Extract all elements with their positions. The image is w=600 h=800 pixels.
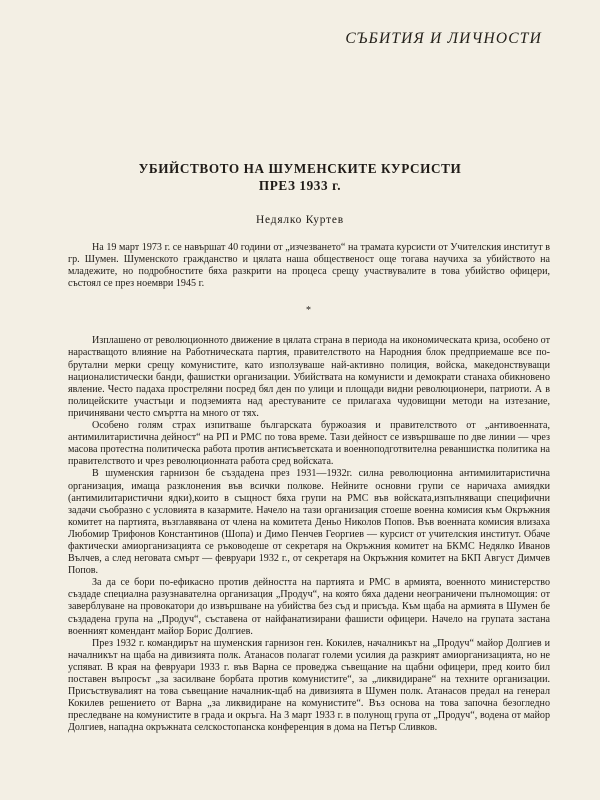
- intro-paragraph: На 19 март 1973 г. се навършат 40 години от „изчезването“ на трамата курсисти от Учителския институт в гр. Шумен. Шуменското гражданство и цялата наша общественост още тогава научиха за убийството на младежите, но подробностите бяха разкрити на процеса срещу участвувалите в това убийство офицери, състоял се през ноември 1945 г.: [68, 242, 550, 290]
- article-title-year: ПРЕЗ 1933 г.: [258, 178, 342, 193]
- article-author: Недялко Куртев: [256, 214, 344, 226]
- body-paragraph: В шуменския гарнизон бе създадена през 1931—1932г. силна революционна антимилитаристична организация, имаща разклонения във всички полкове. Нейните основни групи се наричаха амиядки (антимилитаристични ядки),които в същност бяха групи на РМС във войската,изпълняващи специфични задачи съобразно с условията в казармите. Начело на тази организация стоеше военна комисия към Окръжния комитет на партията, възглавявана от члена на комитета Деньо Николов Попов. Във военната комисия влизаха Любомир Трифонов Константинов (Шопа) и Димо Пенчев Георгиев — курсист от учителския институт. Обаче фактически амиорганизацията се ръководеше от секретаря на Окръжния комитет на БКМС Недялко Иванов Вълчев, а след неговата смърт — февруари 1932 г., от секретаря на Окръжния комитет на БКП Август Димчев Попов.: [68, 468, 550, 577]
- body-paragraph: За да се бори по-ефикасно против дейността на партията и РМС в армията, военното министерство създаде специална разузнавателна организация „Продуч“, на която бяха дадени неограничени пълномощия: от заверблуване на провокатори до извършване на убийства без съд и присъда. Към щаба на армията в Шумен бе създадена група на „Продуч“, съставена от найфанатизирани фашисти офицери. Начело на групата застана военният комендант майор Борис Долгиев.: [68, 577, 550, 637]
- body-paragraph: Изплашено от революционното движение в цялата страна в периода на икономическата криза, особено от нарастващото влияние на Работническата партия, правителството на Народния блок предприемаше все по-брутални мерки срещу комунистите, като използуваше най-активно полиция, войска, македонствуващи националистически банди, фашистки организации. Убийствата на комунисти и демократи станаха обикновено явление. Често падаха простреляни посред бял ден по улици и площади видни революционери, патриоти. А в полицейските участъци и подземията над арестуваните се прилагаха чудовищни методи на изтезание, причинявани често смъртта на много от тях.: [68, 335, 550, 419]
- section-header: СЪБИТИЯ И ЛИЧНОСТИ: [345, 30, 542, 47]
- section-separator: *: [306, 305, 312, 317]
- body-paragraph: Особено голям страх изпитваше българската буржоазия и правителството от „антивоенната, антимилитаристична дейност“ на РП и РМС по това време. Тази дейност се извършваше по две линии — чрез масова протестна политическа работа против антисъветската и военноподготвителна реваншистка политика на правителството и чрез революционната работа сред войската.: [68, 420, 550, 468]
- title-block: [60, 160, 540, 226]
- article-body: [68, 242, 550, 734]
- body-paragraph: През 1932 г. командирът на шуменския гарнизон ген. Кокилев, началникът на „Продуч“ майор Долгиев и началникът на щаба на дивизията полк. Атанасов полагат големи усилия да разкрият амиорганизацията, но не успяват. В края на февруари 1933 г. във Варна се проведжа съвещание на щабни офицери, пред които бил поставен въпросът „за засилване борбата против комунистите“, за „ликвидиране“ на техните организации. Присъствувалият на това съвещание началник-щаб на дивизията в Шумен полк. Атанасов предал на генерал Кокилев решението от Варна „за ликвидиране на комунистите“. Въз основа на това започна безогледно преследване на комунистите в града и окръга. На 3 март 1933 г. в полунощ група от „Продуч“, водена от майор Долгиев, нападна окръжната селскостопанска конференция в дома на Петър Сливков.: [68, 637, 550, 734]
- article-title: УБИЙСТВОТО НА ШУМЕНСКИТЕ КУРСИСТИ: [138, 161, 462, 176]
